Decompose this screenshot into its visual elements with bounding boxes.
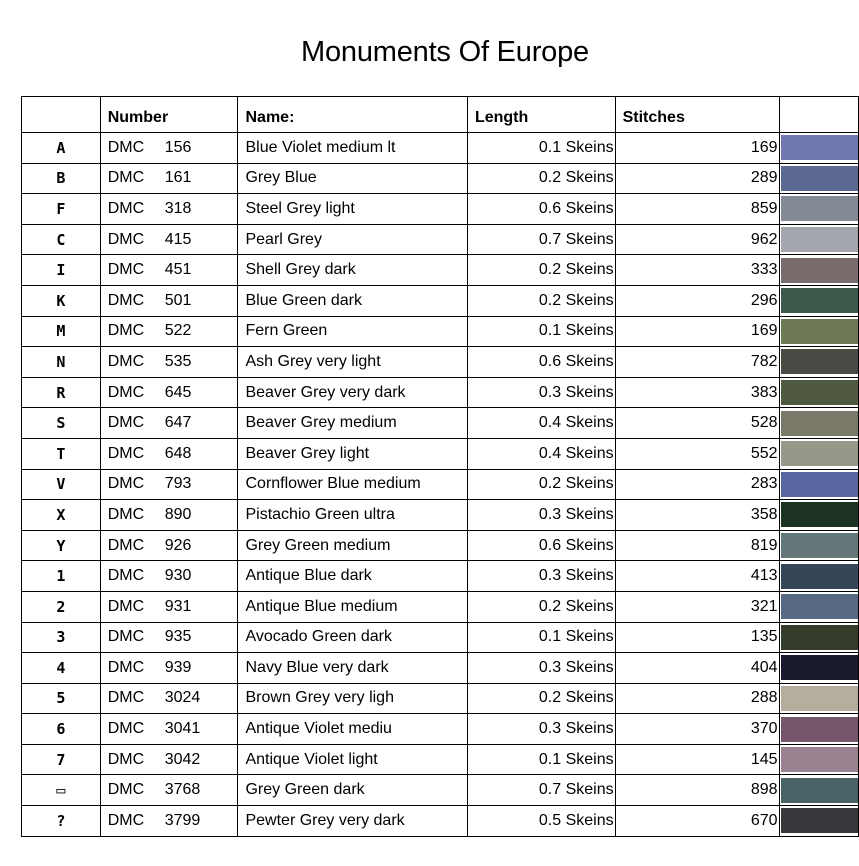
header-number: Number — [100, 97, 238, 133]
number-cell — [100, 500, 238, 531]
row-stitches: 321 — [615, 591, 779, 622]
row-length: 0.1 Skeins — [467, 316, 615, 347]
number-cell — [100, 653, 238, 684]
row-symbol: Y — [56, 536, 66, 555]
row-name: Antique Blue dark — [238, 561, 467, 592]
row-name: Pistachio Green ultra — [238, 500, 467, 531]
table-row — [22, 622, 859, 653]
row-brand: DMC — [107, 138, 145, 156]
row-symbol: B — [56, 169, 66, 188]
row-stitches: 169 — [615, 133, 779, 164]
row-code: 3024 — [164, 689, 201, 707]
symbol-cell — [22, 775, 101, 806]
row-name: Grey Green dark — [238, 775, 467, 806]
number-cell — [100, 316, 238, 347]
row-stitches: 413 — [615, 561, 779, 592]
color-swatch — [781, 441, 858, 466]
number-cell — [100, 347, 238, 378]
symbol-cell — [22, 806, 101, 837]
thread-legend-table — [21, 96, 859, 837]
symbol-cell — [22, 408, 101, 439]
row-symbol: ? — [56, 811, 66, 830]
row-code: 890 — [164, 505, 192, 523]
table-row — [22, 775, 859, 806]
color-swatch — [781, 564, 858, 589]
color-swatch — [781, 502, 858, 527]
row-name: Shell Grey dark — [238, 255, 467, 286]
color-swatch — [781, 411, 858, 436]
table-row — [22, 806, 859, 837]
row-stitches: 528 — [615, 408, 779, 439]
table-row — [22, 133, 859, 164]
header-stitches: Stitches — [615, 97, 779, 133]
symbol-cell — [22, 622, 101, 653]
symbol-cell — [22, 285, 101, 316]
row-symbol: 2 — [56, 597, 66, 616]
swatch-cell — [779, 377, 858, 408]
table-row — [22, 224, 859, 255]
color-swatch — [781, 472, 858, 497]
row-stitches: 898 — [615, 775, 779, 806]
number-cell — [100, 408, 238, 439]
table-row — [22, 591, 859, 622]
swatch-cell — [779, 561, 858, 592]
row-brand: DMC — [107, 720, 145, 738]
color-swatch — [781, 747, 858, 772]
table-row — [22, 653, 859, 684]
row-code: 161 — [164, 169, 192, 187]
row-name: Ash Grey very light — [238, 347, 467, 378]
row-symbol: 7 — [56, 750, 66, 769]
row-name: Blue Violet medium lt — [238, 133, 467, 164]
row-brand: DMC — [107, 291, 145, 309]
swatch-cell — [779, 530, 858, 561]
row-name: Brown Grey very ligh — [238, 683, 467, 714]
row-stitches: 782 — [615, 347, 779, 378]
row-name: Avocado Green dark — [238, 622, 467, 653]
row-brand: DMC — [107, 475, 145, 493]
row-length: 0.6 Skeins — [467, 347, 615, 378]
number-cell — [100, 133, 238, 164]
symbol-cell — [22, 744, 101, 775]
row-brand: DMC — [107, 567, 145, 585]
row-symbol: F — [56, 199, 66, 218]
swatch-cell — [779, 622, 858, 653]
table-row — [22, 683, 859, 714]
header-symbol — [22, 97, 101, 133]
row-stitches: 333 — [615, 255, 779, 286]
row-code: 535 — [164, 352, 192, 370]
row-length: 0.1 Skeins — [467, 744, 615, 775]
row-length: 0.3 Skeins — [467, 653, 615, 684]
swatch-cell — [779, 500, 858, 531]
row-stitches: 404 — [615, 653, 779, 684]
color-swatch — [781, 166, 858, 191]
row-code: 3799 — [164, 811, 201, 829]
row-stitches: 859 — [615, 194, 779, 225]
header-name: Name: — [238, 97, 467, 133]
row-symbol: K — [56, 291, 66, 310]
color-swatch — [781, 717, 858, 742]
symbol-cell — [22, 316, 101, 347]
row-stitches: 552 — [615, 438, 779, 469]
symbol-cell — [22, 438, 101, 469]
row-length: 0.2 Skeins — [467, 683, 615, 714]
color-swatch — [781, 135, 858, 160]
number-cell — [100, 775, 238, 806]
row-code: 645 — [164, 383, 192, 401]
row-code: 939 — [164, 658, 192, 676]
row-length: 0.2 Skeins — [467, 285, 615, 316]
row-symbol: T — [56, 444, 66, 463]
color-swatch — [781, 778, 858, 803]
swatch-cell — [779, 316, 858, 347]
table-row — [22, 194, 859, 225]
row-symbol: M — [56, 322, 66, 341]
row-name: Grey Blue — [238, 163, 467, 194]
color-swatch — [781, 594, 858, 619]
row-stitches: 296 — [615, 285, 779, 316]
row-name: Cornflower Blue medium — [238, 469, 467, 500]
symbol-cell — [22, 714, 101, 745]
row-brand: DMC — [107, 781, 145, 799]
row-stitches: 358 — [615, 500, 779, 531]
row-code: 793 — [164, 475, 192, 493]
number-cell — [100, 377, 238, 408]
row-name: Navy Blue very dark — [238, 653, 467, 684]
row-brand: DMC — [107, 199, 145, 217]
number-cell — [100, 438, 238, 469]
symbol-cell — [22, 163, 101, 194]
number-cell — [100, 469, 238, 500]
row-brand: DMC — [107, 230, 145, 248]
row-brand: DMC — [107, 414, 145, 432]
swatch-cell — [779, 744, 858, 775]
swatch-cell — [779, 775, 858, 806]
swatch-cell — [779, 133, 858, 164]
number-cell — [100, 744, 238, 775]
row-stitches: 289 — [615, 163, 779, 194]
row-length: 0.3 Skeins — [467, 714, 615, 745]
table-row — [22, 408, 859, 439]
number-cell — [100, 255, 238, 286]
table-row — [22, 316, 859, 347]
row-name: Steel Grey light — [238, 194, 467, 225]
row-code: 3041 — [164, 720, 201, 738]
row-stitches: 283 — [615, 469, 779, 500]
row-name: Pearl Grey — [238, 224, 467, 255]
row-brand: DMC — [107, 352, 145, 370]
row-code: 930 — [164, 567, 192, 585]
number-cell — [100, 224, 238, 255]
row-code: 522 — [164, 322, 192, 340]
row-stitches: 383 — [615, 377, 779, 408]
symbol-cell — [22, 469, 101, 500]
row-name: Grey Green medium — [238, 530, 467, 561]
color-swatch — [781, 655, 858, 680]
swatch-cell — [779, 347, 858, 378]
number-cell — [100, 622, 238, 653]
row-symbol: V — [56, 475, 66, 494]
row-name: Antique Blue medium — [238, 591, 467, 622]
row-length: 0.1 Skeins — [467, 622, 615, 653]
row-stitches: 135 — [615, 622, 779, 653]
table-row — [22, 714, 859, 745]
row-symbol: N — [56, 352, 66, 371]
row-length: 0.3 Skeins — [467, 500, 615, 531]
row-length: 0.1 Skeins — [467, 133, 615, 164]
color-swatch — [781, 227, 858, 252]
number-cell — [100, 591, 238, 622]
number-cell — [100, 806, 238, 837]
symbol-cell — [22, 255, 101, 286]
table-row — [22, 469, 859, 500]
color-swatch — [781, 380, 858, 405]
symbol-cell — [22, 133, 101, 164]
symbol-cell — [22, 377, 101, 408]
color-swatch — [781, 686, 858, 711]
number-cell — [100, 285, 238, 316]
row-code: 648 — [164, 444, 192, 462]
row-name: Blue Green dark — [238, 285, 467, 316]
row-symbol: ▭ — [56, 781, 66, 800]
row-code: 926 — [164, 536, 192, 554]
color-swatch — [781, 349, 858, 374]
swatch-cell — [779, 683, 858, 714]
row-code: 501 — [164, 291, 192, 309]
row-code: 451 — [164, 261, 192, 279]
row-name: Beaver Grey very dark — [238, 377, 467, 408]
row-length: 0.3 Skeins — [467, 377, 615, 408]
row-brand: DMC — [107, 261, 145, 279]
swatch-cell — [779, 224, 858, 255]
row-brand: DMC — [107, 444, 145, 462]
swatch-cell — [779, 408, 858, 439]
row-brand: DMC — [107, 322, 145, 340]
row-symbol: 5 — [56, 689, 66, 708]
row-symbol: X — [56, 505, 66, 524]
color-swatch — [781, 319, 858, 344]
symbol-cell — [22, 683, 101, 714]
row-stitches: 288 — [615, 683, 779, 714]
row-code: 3768 — [164, 781, 201, 799]
row-symbol: 4 — [56, 658, 66, 677]
table-header-row — [22, 97, 859, 133]
row-name: Beaver Grey light — [238, 438, 467, 469]
row-symbol: 3 — [56, 628, 66, 647]
color-swatch — [781, 196, 858, 221]
row-brand: DMC — [107, 658, 145, 676]
symbol-cell — [22, 500, 101, 531]
row-symbol: R — [56, 383, 66, 402]
row-length: 0.5 Skeins — [467, 806, 615, 837]
row-brand: DMC — [107, 169, 145, 187]
row-stitches: 670 — [615, 806, 779, 837]
number-cell — [100, 194, 238, 225]
table-row — [22, 285, 859, 316]
symbol-cell — [22, 561, 101, 592]
row-brand: DMC — [107, 811, 145, 829]
row-symbol: I — [56, 261, 66, 280]
table-row — [22, 377, 859, 408]
header-length: Length — [467, 97, 615, 133]
row-code: 415 — [164, 230, 192, 248]
row-code: 318 — [164, 199, 192, 217]
row-symbol: 6 — [56, 720, 66, 739]
table-row — [22, 255, 859, 286]
symbol-cell — [22, 530, 101, 561]
row-name: Antique Violet mediu — [238, 714, 467, 745]
row-brand: DMC — [107, 383, 145, 401]
row-length: 0.7 Skeins — [467, 775, 615, 806]
row-length: 0.7 Skeins — [467, 224, 615, 255]
row-length: 0.6 Skeins — [467, 530, 615, 561]
row-stitches: 819 — [615, 530, 779, 561]
row-length: 0.2 Skeins — [467, 591, 615, 622]
number-cell — [100, 561, 238, 592]
row-symbol: C — [56, 230, 66, 249]
table-row — [22, 561, 859, 592]
row-name: Pewter Grey very dark — [238, 806, 467, 837]
swatch-cell — [779, 591, 858, 622]
page-title: Monuments Of Europe — [301, 36, 589, 68]
symbol-cell — [22, 224, 101, 255]
swatch-cell — [779, 285, 858, 316]
row-length: 0.2 Skeins — [467, 163, 615, 194]
row-name: Antique Violet light — [238, 744, 467, 775]
row-brand: DMC — [107, 536, 145, 554]
symbol-cell — [22, 653, 101, 684]
number-cell — [100, 530, 238, 561]
row-length: 0.2 Skeins — [467, 469, 615, 500]
table-row — [22, 744, 859, 775]
swatch-cell — [779, 438, 858, 469]
header-swatch — [779, 97, 858, 133]
swatch-cell — [779, 163, 858, 194]
color-swatch — [781, 258, 858, 283]
table-row — [22, 163, 859, 194]
number-cell — [100, 163, 238, 194]
row-stitches: 370 — [615, 714, 779, 745]
row-length: 0.2 Skeins — [467, 255, 615, 286]
table-row — [22, 347, 859, 378]
row-length: 0.4 Skeins — [467, 408, 615, 439]
number-cell — [100, 714, 238, 745]
row-brand: DMC — [107, 597, 145, 615]
row-brand: DMC — [107, 505, 145, 523]
row-brand: DMC — [107, 750, 145, 768]
row-code: 935 — [164, 628, 192, 646]
row-symbol: 1 — [56, 567, 66, 586]
color-swatch — [781, 625, 858, 650]
swatch-cell — [779, 255, 858, 286]
color-swatch — [781, 533, 858, 558]
row-stitches: 962 — [615, 224, 779, 255]
color-swatch — [781, 808, 858, 833]
row-code: 931 — [164, 597, 192, 615]
table-row — [22, 530, 859, 561]
table-row — [22, 500, 859, 531]
row-name: Fern Green — [238, 316, 467, 347]
row-length: 0.3 Skeins — [467, 561, 615, 592]
row-brand: DMC — [107, 689, 145, 707]
swatch-cell — [779, 714, 858, 745]
row-symbol: A — [56, 138, 66, 157]
row-code: 647 — [164, 414, 192, 432]
table-row — [22, 438, 859, 469]
color-swatch — [781, 288, 858, 313]
swatch-cell — [779, 653, 858, 684]
row-length: 0.6 Skeins — [467, 194, 615, 225]
swatch-cell — [779, 469, 858, 500]
row-code: 156 — [164, 138, 192, 156]
symbol-cell — [22, 194, 101, 225]
row-stitches: 169 — [615, 316, 779, 347]
symbol-cell — [22, 591, 101, 622]
row-symbol: S — [56, 414, 66, 433]
number-cell — [100, 683, 238, 714]
row-brand: DMC — [107, 628, 145, 646]
row-name: Beaver Grey medium — [238, 408, 467, 439]
row-code: 3042 — [164, 750, 201, 768]
swatch-cell — [779, 806, 858, 837]
row-stitches: 145 — [615, 744, 779, 775]
swatch-cell — [779, 194, 858, 225]
symbol-cell — [22, 347, 101, 378]
row-length: 0.4 Skeins — [467, 438, 615, 469]
